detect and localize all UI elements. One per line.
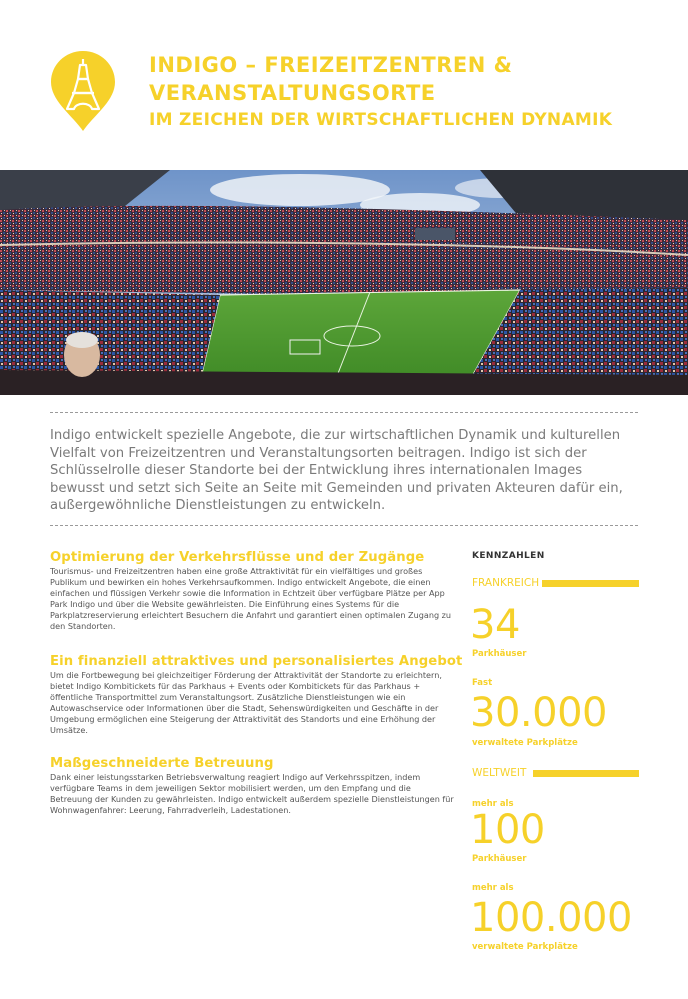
- divider-bottom: [50, 525, 638, 526]
- region-world-bar: [533, 770, 639, 777]
- figure-value: 100.000: [470, 895, 632, 941]
- section-title-care: Maßgeschneiderte Betreuung: [50, 756, 274, 771]
- figure-label: verwaltete Parkplätze: [472, 942, 578, 952]
- region-world-label: WELTWEIT: [472, 767, 527, 779]
- section-title-traffic: Optimierung der Verkehrsflüsse und der Zugänge: [50, 550, 425, 565]
- section-body-care: Dank einer leistungsstarken Betriebsverwaltung reagiert Indigo auf Verkehrsspitzen, indem verfügbare Teams in dem jeweiligen Sektor mobilisiert werden, um den Empfang und die Betreuung der Kunden zu gewährleisten. Indigo entwickelt außerdem spezielle Dienstleistungen für Wohnwagenfahrer: Leerung, Fahrradverleih, Ladestationen.: [50, 772, 454, 815]
- figure-value: 100: [470, 807, 545, 853]
- stadium-photo: [0, 170, 688, 395]
- figure-label: Parkhäuser: [472, 649, 527, 659]
- figure-prefix: mehr als: [472, 799, 514, 809]
- figure-value: 34: [470, 602, 520, 648]
- figure-prefix: Fast: [472, 678, 493, 688]
- region-france-label: FRANKREICH: [472, 577, 540, 589]
- page-title-line2: VERANSTALTUNGSORTE: [149, 81, 436, 105]
- figure-value: 30.000: [470, 690, 607, 736]
- intro-text: Indigo entwickelt spezielle Angebote, die zur wirtschaftlichen Dynamik und kulturellen Vielfalt von Freizeitzentren und Veranstaltungsorten beitragen. Indigo ist sich der Schlüsselrolle dieser Standorte bei der Entwicklung ihres internationalen Images bewusst und setzt sich Seite an Seite mit Gemeinden und privaten Akteuren dafür ein, außergewöhnliche Dienstleistungen zu entwickeln.: [50, 428, 623, 513]
- section-body-offer: Um die Fortbewegung bei gleichzeitiger Förderung der Attraktivität der Standorte zu erleichtern, bietet Indigo Kombitickets für das Parkhaus + Events oder Kombitickets für das Parkhaus + öffentliche Transportmittel zum Veranstaltungsort. Zusätzliche Dienstleistungen wie ein Autowaschservice oder Informationen über die Stadt, Sehenswürdigkeiten und Geschäfte in der Umgebung ermöglichen eine Steigerung der Attraktivität des Standorts und eine Erhöhung der Umsätze.: [50, 670, 442, 735]
- page-subtitle: IM ZEICHEN DER WIRTSCHAFTLICHEN DYNAMIK: [149, 110, 613, 130]
- page-title-line1: INDIGO – FREIZEITZENTREN &: [149, 53, 513, 77]
- section-body-traffic: Tourismus- und Freizeitzentren haben eine große Attraktivität für ein vielfältiges und großes Publikum und bewirken ein hohes Verkehrsaufkommen. Indigo entwickelt Angebote, die einen einfachen und flüssigen Verkehr sowie die Information in Echtzeit über verfügbare Plätze per App Park Indigo und über die Website gewährleisten. Die Einführung eines Systems für die Parkplatzreservierung erleichtert Besuchern die Anfahrt und garantiert einen optimalen Zugang zu den Standorten.: [50, 566, 452, 631]
- section-title-offer: Ein finanziell attraktives und personalisiertes Angebot: [50, 654, 463, 669]
- region-france-bar: [542, 580, 639, 587]
- key-figures-heading: KENNZAHLEN: [472, 551, 545, 561]
- figure-label: verwaltete Parkplätze: [472, 738, 578, 748]
- eiffel-tower-icon: [50, 49, 116, 133]
- figure-label: Parkhäuser: [472, 854, 527, 864]
- figure-prefix: mehr als: [472, 883, 514, 893]
- divider-top: [50, 412, 638, 413]
